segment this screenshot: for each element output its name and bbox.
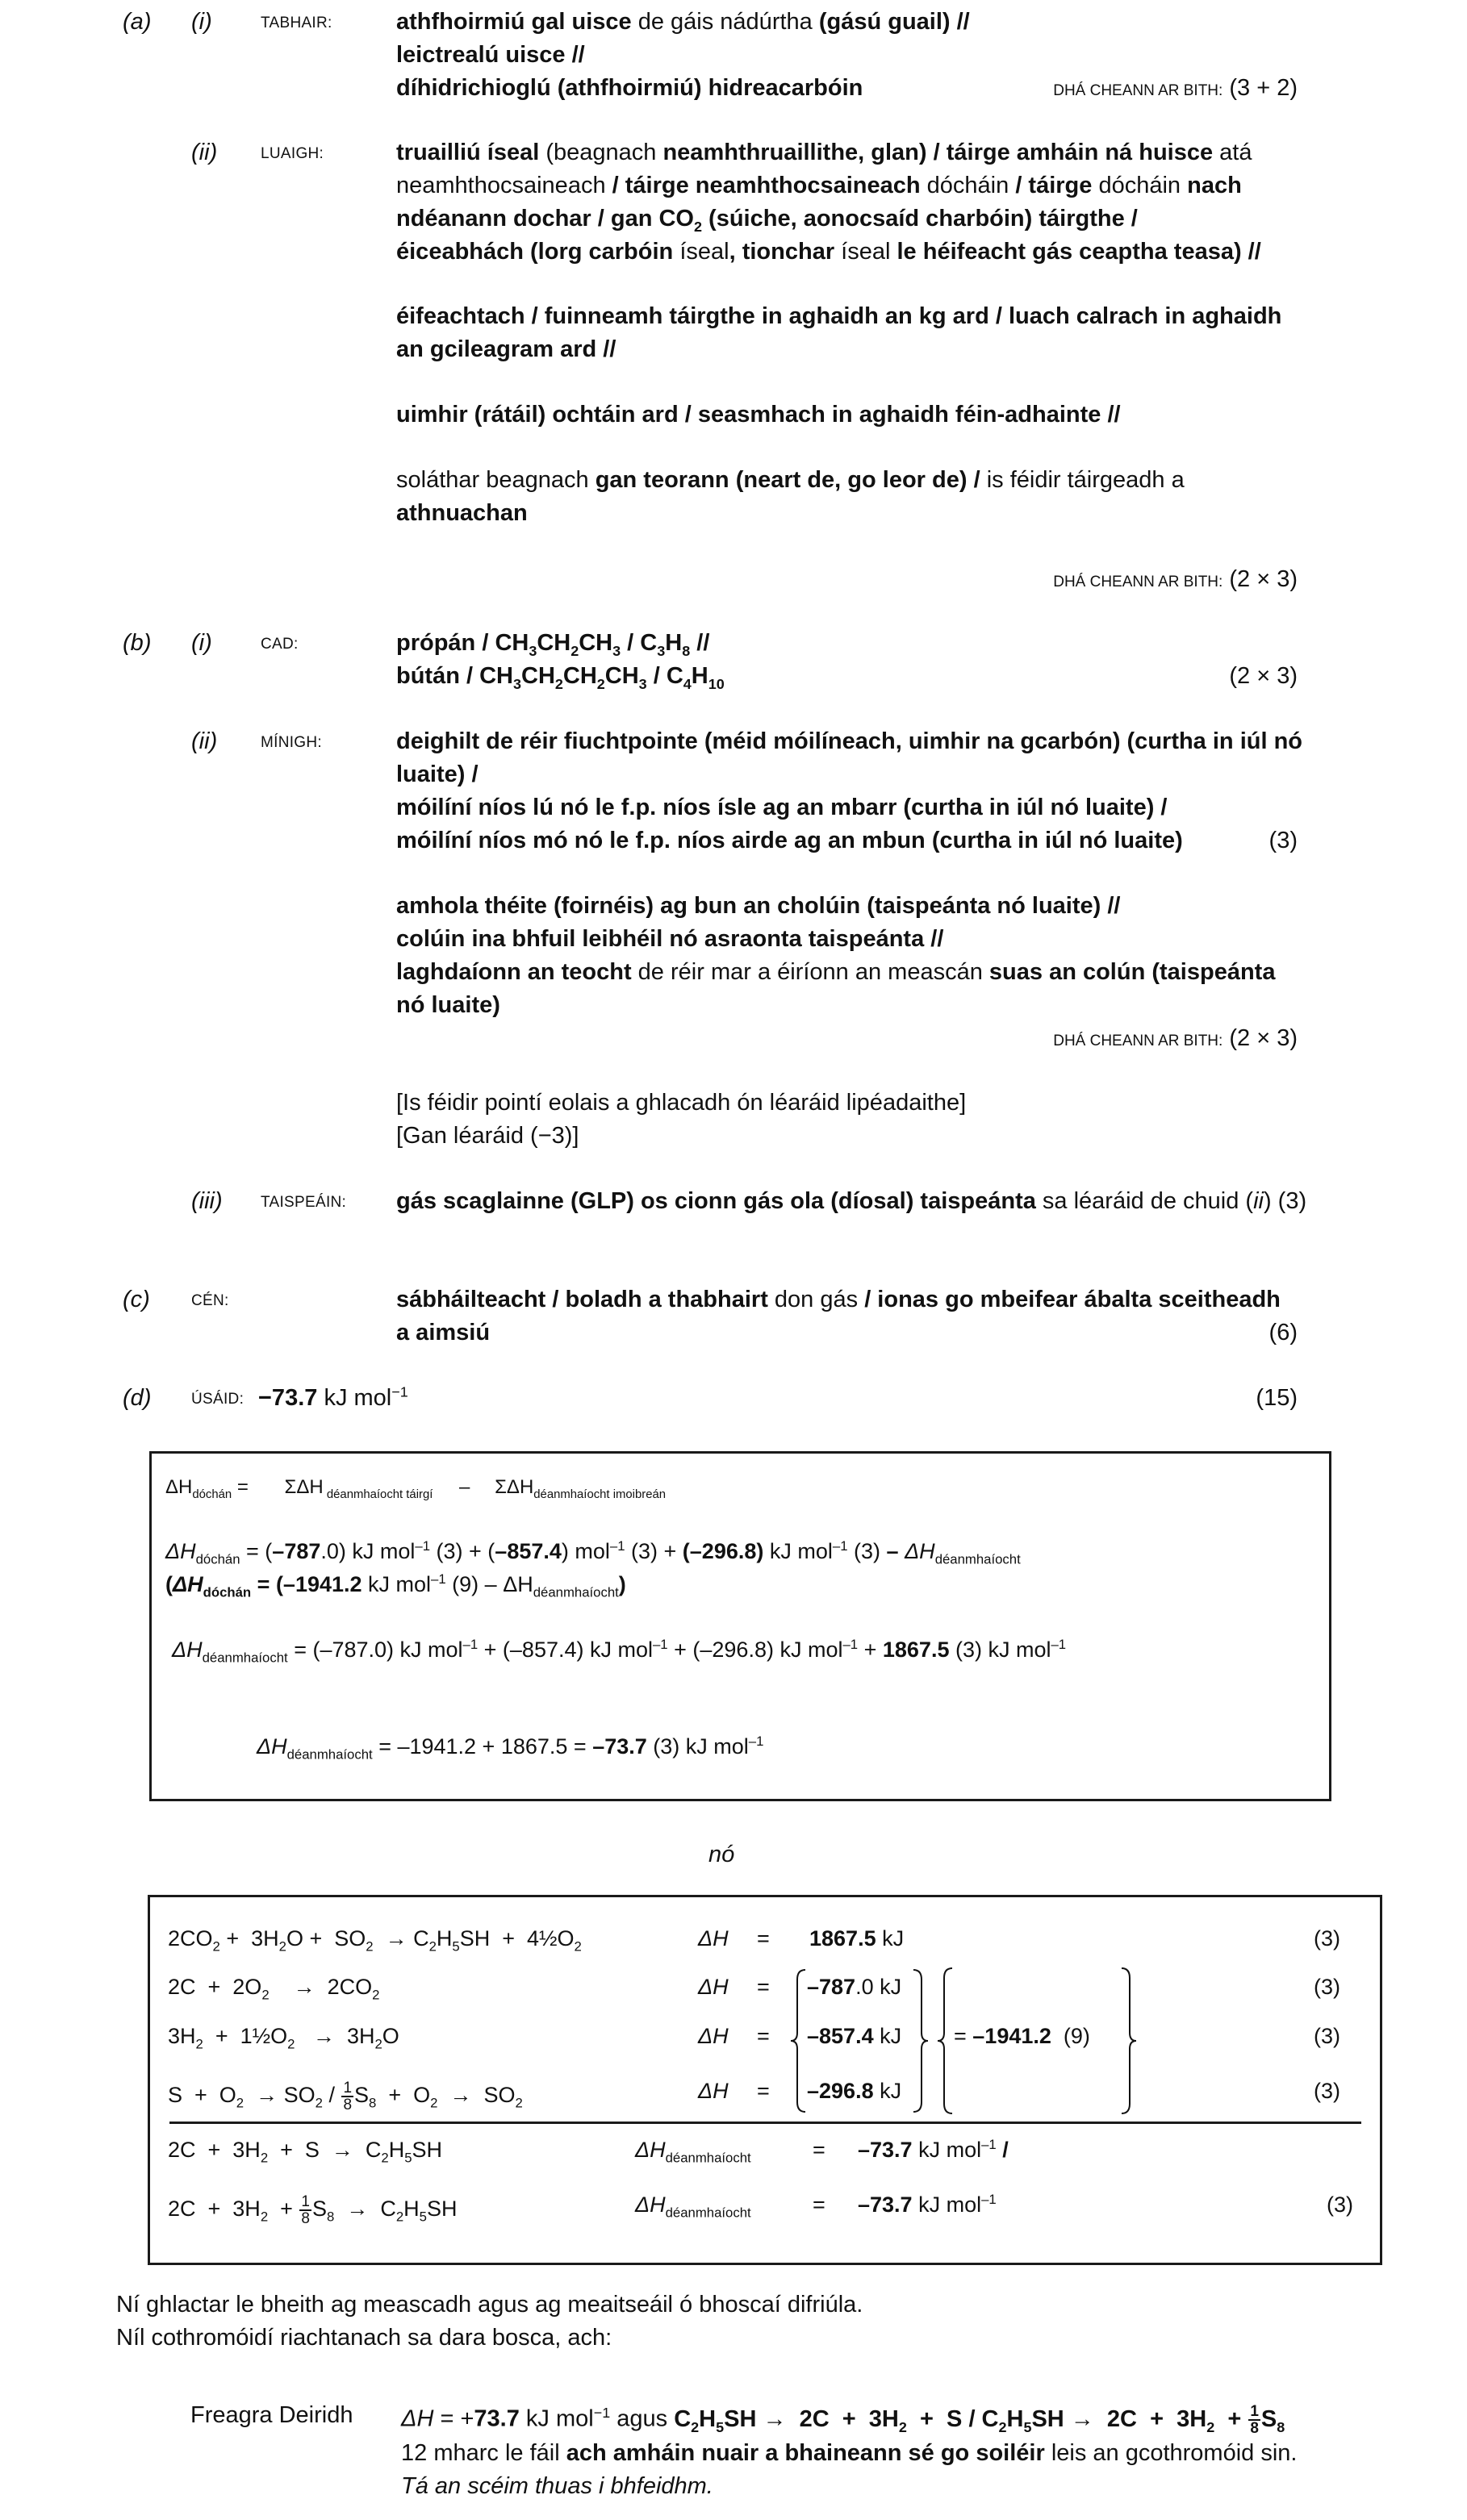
marks: (15): [1256, 1385, 1298, 1411]
right-brace-icon: [912, 1968, 930, 2113]
final-answer: ΔH = +73.7 kJ mol$^{-1}$ agus $C_2H_5SH \to 2C + 3H_2 + S / C_2H_5SH \to 2C + 3H_2$ + $\frac{1}{8}$ $S_8$: [401, 2403, 1285, 2437]
answer-line: própán / $CH_3CH_2CH_3 / C_3H_8$ //: [396, 630, 710, 659]
part-b-iii-number: (iii): [191, 1188, 223, 1214]
right-brace-icon: [1120, 1967, 1138, 2115]
note: [Is féidir pointí eolais a ghlacadh ón léaráid lipéadaithe]: [396, 1090, 967, 1116]
answer-line: ndéanann dochar / gan $CO_2$ (súiche, aonocsaíd charbóin) táirgthe /: [396, 206, 1138, 235]
enthalpy-value: 1867.5 kJ: [809, 1926, 905, 1950]
final-note: 12 mharc le fáil ach amháin nuair a bhaineann sé go soiléir leis an gcothromóid sin.: [401, 2440, 1298, 2466]
answer-line: truailliú íseal (beagnach neamhthruaillithe, glan) / táirge amháin ná huisce atá: [396, 140, 1252, 165]
marks: (3): [1314, 1926, 1340, 1950]
part-b-ii-instruction: MÍNIGH:: [261, 734, 322, 751]
note: [Gan léaráid (−3)]: [396, 1123, 579, 1149]
part-b-iii-instruction: TAISPEÁIN:: [261, 1194, 347, 1211]
equals-sign: =: [813, 2138, 825, 2162]
equation: $2C + 2O_2$ → $2CO_2$: [168, 1975, 380, 2003]
answer-line: neamhthocsaineach / táirge neamhthocsaineach dócháin / táirge dócháin nach: [396, 173, 1242, 198]
divider: [169, 2122, 1361, 2124]
answer-line: athfhoirmiú gal uisce de gáis nádúrtha (gású guail) //: [396, 9, 970, 35]
marks: DHÁ CHEANN AR BITH: (2 × 3): [1053, 1025, 1298, 1051]
fraction: $\frac{1}{8}$: [301, 2193, 310, 2227]
formation-enthalpy: $\Delta H_{déanmhaíocht}$: [635, 2192, 751, 2221]
delta-h-label: ΔH: [698, 2024, 729, 2048]
part-b-ii-number: (ii): [191, 728, 218, 754]
answer-line: an gcileagram ard //: [396, 336, 616, 362]
delta-h-label: ΔH: [698, 1975, 729, 1999]
delta-h-label: ΔH: [698, 1926, 729, 1950]
answer-line: díhidrichioglú (athfhoirmiú) hidreacarbóin: [396, 75, 863, 101]
answer-value: −73.7 kJ mol$^{-1}$: [258, 1383, 408, 1411]
left-brace-icon: [789, 1968, 807, 2113]
sum-value: = –1941.2 (9): [954, 2024, 1090, 2048]
fraction: $\frac{1}{8}$: [343, 2080, 353, 2113]
equation: $2CO_2 + 3H_2O + SO_2 \to C_2H_5SH$ + $4\frac{1}{2}O_2$: [168, 1926, 582, 1955]
delta-h-label: ΔH: [698, 2079, 729, 2103]
part-a-i-number: (i): [191, 9, 212, 35]
equals-sign: =: [813, 2192, 825, 2217]
enthalpy-value: –787.0 kJ: [807, 1975, 902, 1999]
formula-row: $\Delta H_{dóchán} = \Sigma\Delta H$ $_{déanmhaíocht táirgí} - \Sigma\Delta H_{déanmhaíocht imoibreán}$: [165, 1476, 667, 1501]
fraction: $\frac{1}{8}$: [1250, 2403, 1259, 2437]
marks: (3): [1314, 1975, 1340, 1999]
equation: $2C + 3H_2 + S \to C_2H_5SH$: [168, 2138, 443, 2166]
formula-row: $\Delta H_{dóchán} = (-787.0)$ kJ mol$^{-1}$ (3) + (–857.4) mol$^{-1}$ (3) + (–296.8) kJ mol$^{-1}$ $(3) - \Delta H_{déanmhaíocht}$: [165, 1538, 1021, 1567]
marks: DHÁ CHEANN AR BITH: (3 + 2): [1053, 75, 1298, 101]
equals-sign: =: [757, 1926, 770, 1950]
answer-line: colúin ina bhfuil leibhéil nó asraonta taispeánta //: [396, 926, 944, 952]
answer-line: soláthar beagnach gan teorann (neart de, go leor de) / is féidir táirgeadh a: [396, 467, 1185, 493]
marks: (3): [1314, 2079, 1340, 2103]
formula-row: $\Delta H_{déanmhaíocht} = (-787.0)$ kJ mol$^{-1}$ + (–857.4) kJ mol$^{-1}$ + (–296.8) kJ mol$^{-1}$ + 1867.5 (3) kJ mol$^{-1}$: [172, 1637, 1067, 1666]
formation-enthalpy: $\Delta H_{déanmhaíocht}$: [635, 2138, 751, 2166]
equation: $S + O_2 \to SO_2$ / $\frac{1}{8}$ $S_8 + O_2 \to SO_2$: [168, 2080, 523, 2113]
answer-line: laghdaíonn an teocht de réir mar a éiríonn an meascán suas an colún (taispeánta: [396, 959, 1276, 985]
answer-line: móilíní níos lú nó le f.p. níos ísle ag an mbarr (curtha in iúl nó luaite) /: [396, 795, 1168, 820]
marks: (3): [1314, 2024, 1340, 2048]
answer-line: nó luaite): [396, 992, 500, 1018]
answer-line: gás scaglainne (GLP) os cionn gás ola (díosal) taispeánta sa léaráid de chuid (ii) (3): [396, 1188, 1307, 1214]
part-a-ii-instruction: LUAIGH:: [261, 145, 324, 162]
section-c-instruction: CÉN:: [191, 1292, 229, 1309]
section-a-label: (a): [123, 9, 152, 35]
answer-line: éifeachtach / fuinneamh táirgthe in aghaidh an kg ard / luach calrach in aghaidh: [396, 303, 1282, 329]
equals-sign: =: [757, 2079, 770, 2103]
part-b-i-instruction: CAD:: [261, 636, 299, 653]
answer-line: éiceabhách (lorg carbóin íseal, tionchar íseal le héifeacht gás ceaptha teasa) //: [396, 239, 1261, 265]
enthalpy-value: –73.7 kJ mol$^{-1}$ /: [858, 2137, 1009, 2162]
marks: (6): [1268, 1320, 1298, 1346]
equation: $3H_2$ + $1\frac{1}{2}O_2 \to 3H_2O$: [168, 2024, 399, 2052]
marks: (3): [1327, 2192, 1353, 2217]
section-b-label: (b): [123, 630, 152, 656]
left-brace-icon: [936, 1967, 954, 2115]
marks: (2 × 3): [1229, 663, 1298, 689]
marks: DHÁ CHEANN AR BITH: (2 × 3): [1053, 566, 1298, 592]
equals-sign: =: [757, 1975, 770, 1999]
section-c-label: (c): [123, 1287, 150, 1312]
answer-line: móilíní níos mó nó le f.p. níos airde ag an mbun (curtha in iúl nó luaite): [396, 828, 1183, 853]
answer-line: bútán / $CH_3CH_2CH_2CH_3 / C_4H_{10}$: [396, 663, 725, 692]
part-a-i-instruction: TABHAIR:: [261, 15, 332, 31]
section-d-label: (d): [123, 1385, 152, 1411]
marks: (3): [1268, 828, 1298, 853]
answer-line: amhola théite (foirnéis) ag bun an cholúin (taispeánta nó luaite) //: [396, 893, 1121, 919]
section-d-instruction: ÚSÁID:: [191, 1391, 245, 1408]
answer-line: deighilt de réir fiuchtpointe (méid móilíneach, uimhir na gcarbón) (curtha in iúl nó: [396, 728, 1303, 754]
answer-line: athnuachan: [396, 500, 528, 526]
answer-line: a aimsiú: [396, 1320, 491, 1346]
note: Ní ghlactar le bheith ag meascadh agus ag meaitseáil ó bhoscaí difriúla.: [116, 2292, 863, 2318]
note: Níl cothromóidí riachtanach sa dara bosca, ach:: [116, 2325, 612, 2351]
enthalpy-value: –73.7 kJ mol$^{-1}$: [858, 2192, 997, 2217]
enthalpy-value: –296.8 kJ: [807, 2079, 902, 2103]
answer-line: luaite) /: [396, 761, 479, 787]
enthalpy-value: –857.4 kJ: [807, 2024, 902, 2048]
or-separator: nó: [708, 1842, 735, 1867]
formula-row: $\Delta H_{déanmhaíocht} = -1941.2 + 1867.5 = -73.7$ (3) kJ mol$^{-1}$: [257, 1734, 764, 1763]
answer-line: leictrealú uisce //: [396, 42, 585, 68]
final-answer-label: Freagra Deiridh: [190, 2402, 353, 2428]
equation: $2C + 3H_2$ + $\frac{1}{8}$ $S_8 \to C_2H_5SH$: [168, 2193, 458, 2227]
final-note: Tá an scéim thuas i bhfeidhm.: [401, 2473, 713, 2499]
answer-line: sábháilteacht / boladh a thabhairt don gás / ionas go mbeifear ábalta sceitheadh: [396, 1287, 1281, 1312]
part-b-i-number: (i): [191, 630, 212, 656]
part-a-ii-number: (ii): [191, 140, 218, 165]
answer-line: uimhir (rátáil) ochtáin ard / seasmhach in aghaidh féin-adhainte //: [396, 402, 1121, 428]
formula-row: ($\Delta H_{dóchán} = (-1941.2$ kJ mol$^{-1}$ $(9) - \Delta H_{déanmhaíocht}$): [165, 1571, 626, 1600]
equals-sign: =: [757, 2024, 770, 2048]
